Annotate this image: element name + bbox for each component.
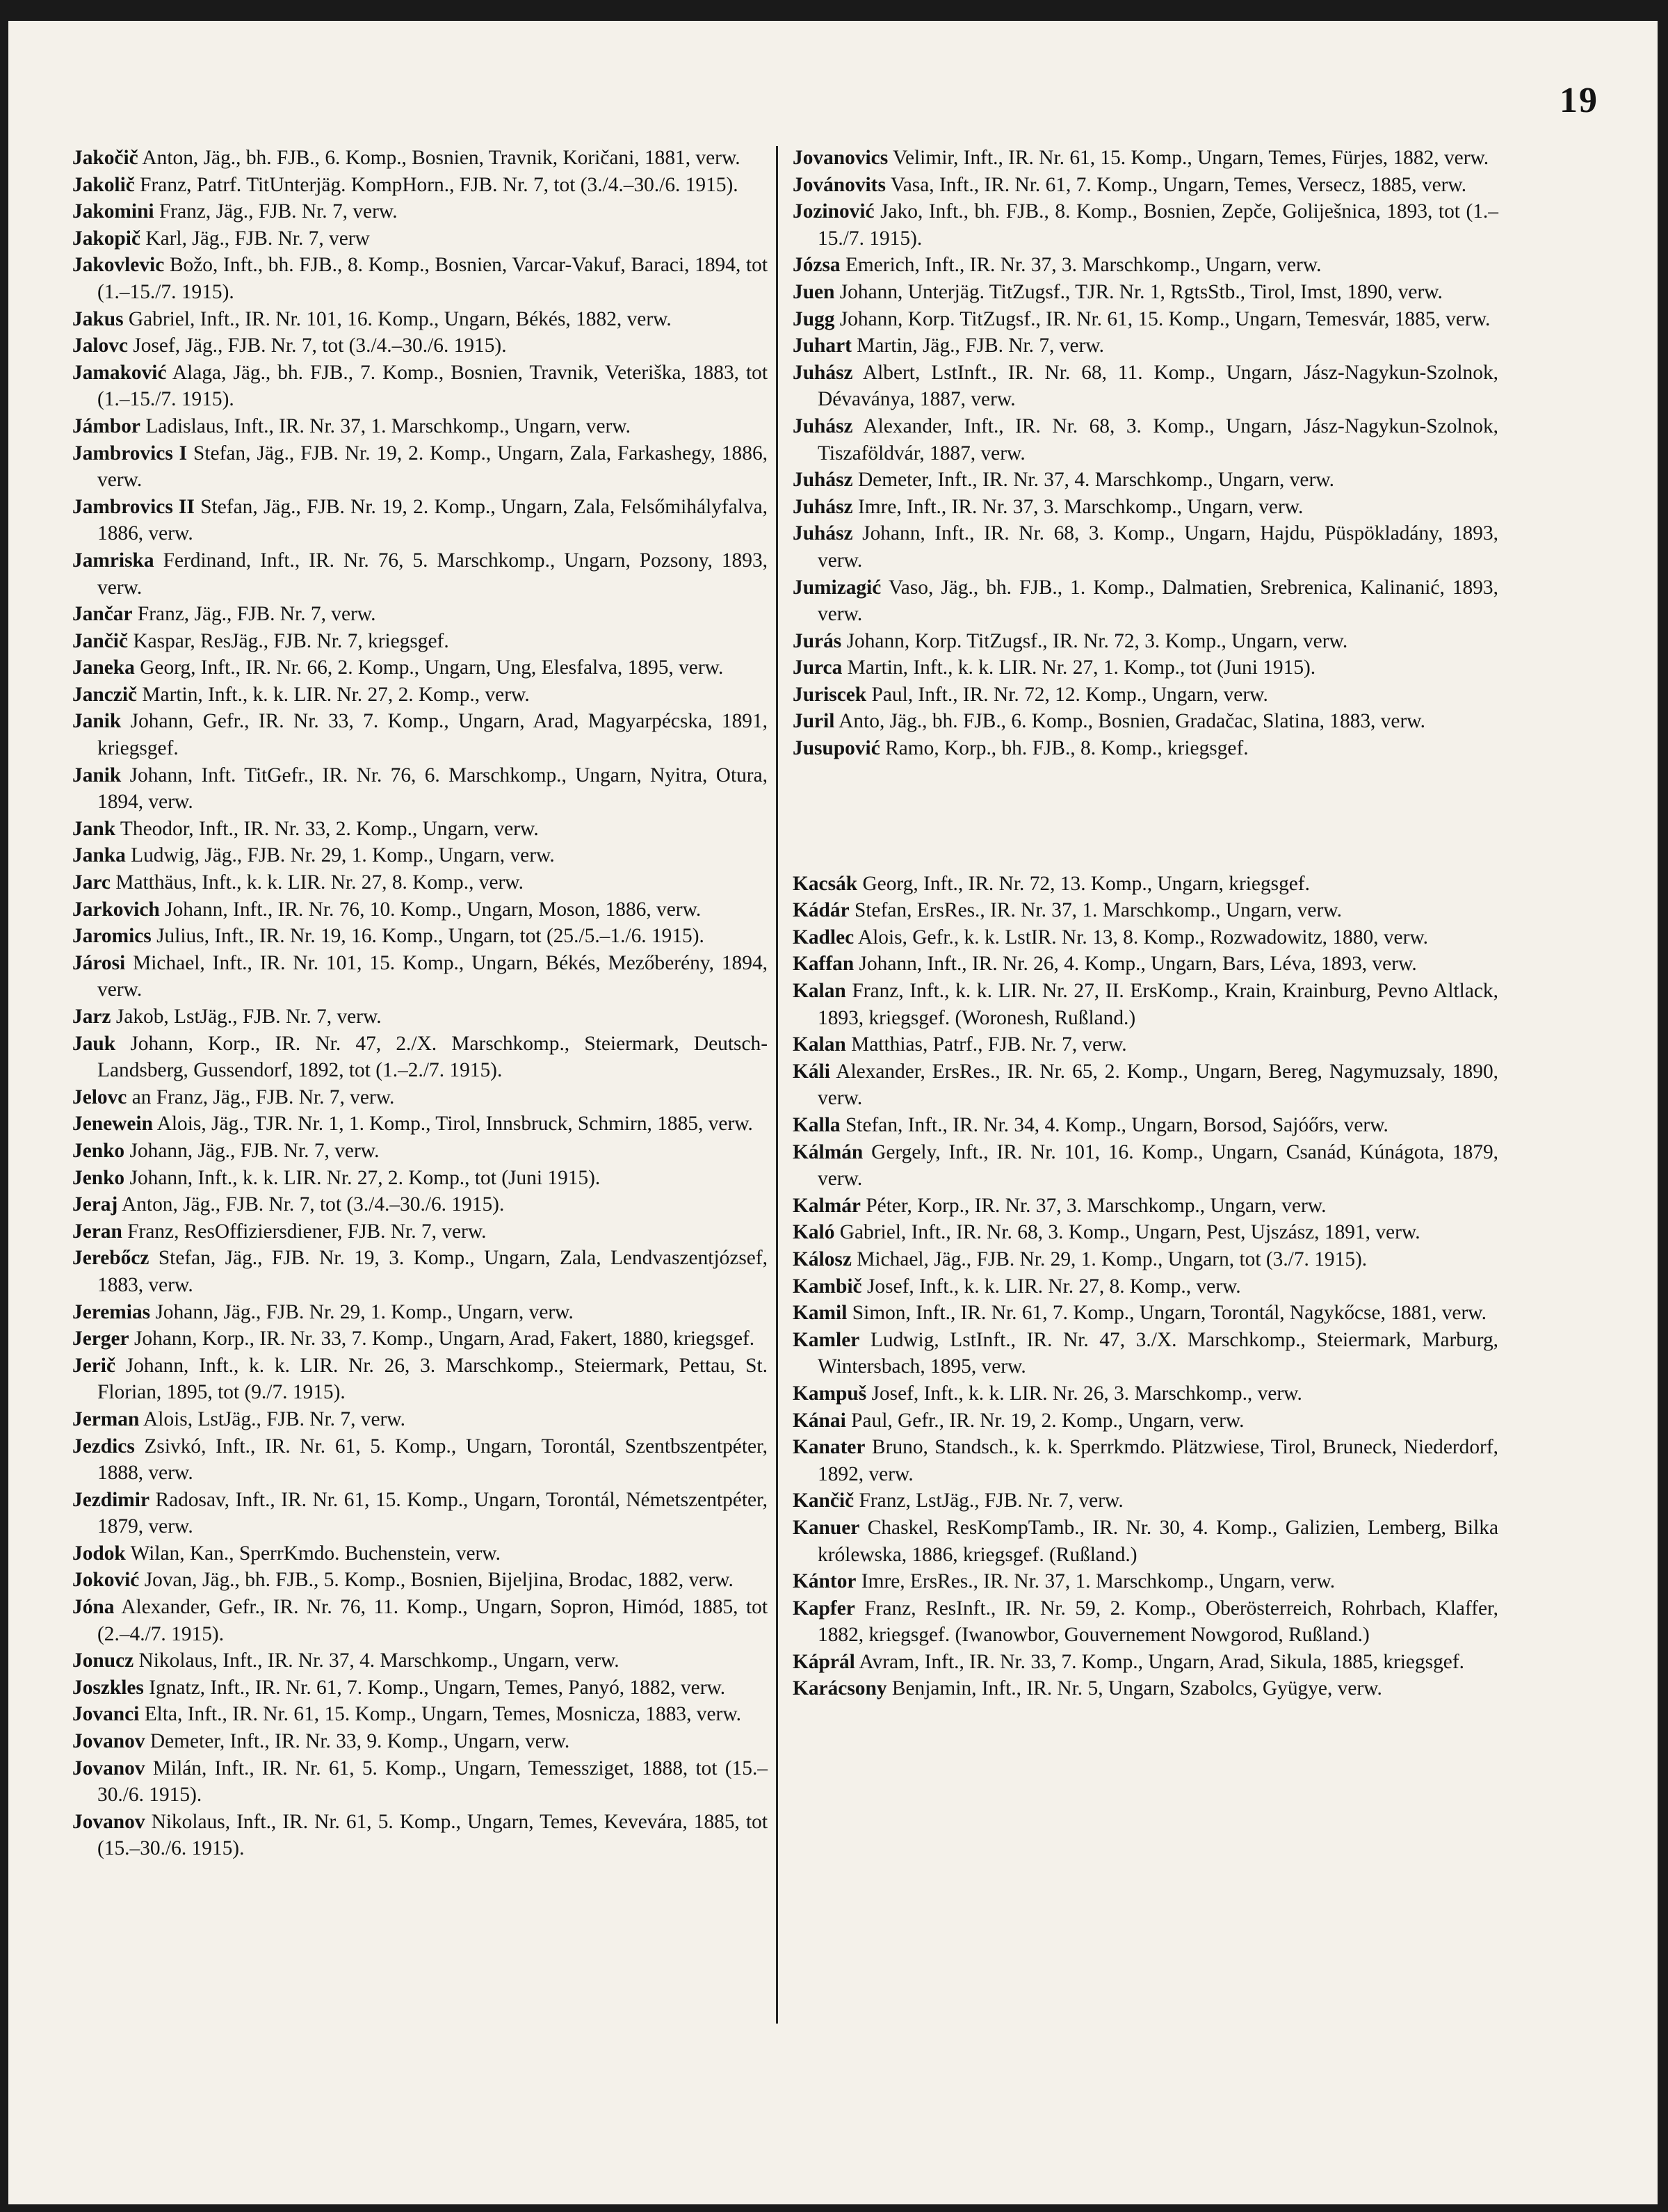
entry-surname: Kaló	[793, 1221, 835, 1244]
entry-details: Albert, LstInft., IR. Nr. 68, 11. Komp., Ungarn, Jász-Nagykun-Szolnok, Dévaványa, 1887, verw.	[818, 361, 1498, 411]
entry-details: Alois, LstJäg., FJB. Nr. 7, verw.	[143, 1407, 405, 1430]
register-entry	[793, 1407, 1498, 1435]
register-entry	[793, 681, 1498, 709]
entry-surname: Jozinović	[793, 200, 875, 223]
register-entry	[793, 332, 1498, 360]
register-entry	[72, 1031, 768, 1084]
entry-details: Alexander, Gefr., IR. Nr. 76, 11. Komp., Ungarn, Sopron, Himód, 1885, tot (2.–4./7. 1915).	[97, 1596, 768, 1645]
entry-details: Johann, Korp. TitZugsf., IR. Nr. 72, 3. Komp., Ungarn, verw.	[846, 629, 1348, 652]
entry-surname: Juhart	[793, 334, 852, 357]
entry-surname: Kántor	[793, 1570, 857, 1593]
entry-surname: Jerger	[72, 1327, 129, 1350]
entry-surname: Juhász	[793, 522, 853, 545]
register-entry	[72, 1191, 768, 1218]
entry-surname: Jurás	[793, 629, 842, 652]
entry-surname: Juen	[793, 280, 835, 303]
register-entry	[72, 1594, 768, 1647]
register-entry	[72, 225, 768, 252]
entry-surname: Kambič	[793, 1275, 862, 1298]
register-entry	[72, 494, 768, 547]
entry-surname: Jalovc	[72, 334, 128, 357]
entry-details: Matthias, Patrf., FJB. Nr. 7, verw.	[851, 1033, 1127, 1056]
entry-surname: Jeraj	[72, 1193, 118, 1216]
entry-details: Zsivkó, Inft., IR. Nr. 61, 5. Komp., Ungarn, Torontál, Szentbszentpéter, 1888, verw.	[97, 1435, 768, 1485]
entry-details: Milán, Inft., IR. Nr. 61, 5. Komp., Ungarn, Temessziget, 1888, tot (15.–30./6. 1915).	[97, 1757, 768, 1807]
register-entry	[793, 172, 1498, 199]
register-entry	[793, 1112, 1498, 1139]
register-entry	[72, 654, 768, 681]
entry-surname: Jezdimir	[72, 1488, 149, 1511]
register-entry	[793, 1675, 1498, 1702]
register-entry	[72, 896, 768, 923]
register-entry	[72, 1755, 768, 1809]
entry-surname: Jarkovich	[72, 898, 160, 921]
entry-details: Johann, Jäg., FJB. Nr. 29, 1. Komp., Ungarn, verw.	[155, 1300, 574, 1323]
entry-details: Nikolaus, Inft., IR. Nr. 61, 5. Komp., Ungarn, Temes, Kevevára, 1885, tot (15.–30./6. 1915).	[97, 1810, 768, 1860]
entry-surname: Jenko	[72, 1139, 125, 1162]
entry-surname: Jezdics	[72, 1435, 135, 1458]
entry-surname: Kadlec	[793, 926, 855, 948]
entry-details: Johann, Inft., IR. Nr. 76, 10. Komp., Ungarn, Moson, 1886, verw.	[165, 898, 702, 921]
register-entry	[72, 1674, 768, 1702]
register-entry	[72, 1353, 768, 1406]
entry-details: Vaso, Jäg., bh. FJB., 1. Komp., Dalmatien, Srebrenica, Kalinanić, 1893, verw.	[818, 576, 1498, 626]
entry-details: Martin, Inft., k. k. LIR. Nr. 27, 1. Komp., tot (Juni 1915).	[847, 656, 1316, 679]
entry-surname: Kalan	[793, 1033, 846, 1056]
entry-surname: Kalan	[793, 980, 846, 1003]
entry-details: Anton, Jäg., bh. FJB., 6. Komp., Bosnien, Travnik, Koričani, 1881, verw.	[142, 147, 740, 169]
entry-details: Michael, Jäg., FJB. Nr. 29, 1. Komp., Ungarn, tot (3./7. 1915).	[857, 1248, 1368, 1270]
entry-details: Ignatz, Inft., IR. Nr. 61, 7. Komp., Ungarn, Temes, Panyó, 1882, verw.	[149, 1676, 726, 1699]
register-entry	[72, 869, 768, 896]
entry-surname: Jeran	[72, 1220, 122, 1243]
register-entry	[72, 923, 768, 950]
register-entry	[72, 1165, 768, 1192]
register-entry	[72, 1406, 768, 1433]
register-entry	[793, 1568, 1498, 1595]
entry-details: Matthäus, Inft., k. k. LIR. Nr. 27, 8. Komp., verw.	[115, 871, 524, 894]
entry-surname: Kálmán	[793, 1140, 864, 1163]
entry-surname: Jelovc	[72, 1085, 127, 1108]
entry-details: Josef, Inft., k. k. LIR. Nr. 27, 8. Komp., verw.	[866, 1275, 1241, 1298]
entry-details: Josef, Jäg., FJB. Nr. 7, tot (3./4.–30./6. 1915).	[133, 334, 507, 357]
entry-surname: Józsa	[793, 254, 841, 277]
entry-surname: Karácsony	[793, 1677, 887, 1700]
entry-details: Stefan, Jäg., FJB. Nr. 19, 2. Komp., Ungarn, Zala, Farkashegy, 1886, verw.	[97, 442, 768, 492]
entry-details: Jovan, Jäg., bh. FJB., 5. Komp., Bosnien, Bijeljina, Brodac, 1882, verw.	[144, 1569, 734, 1592]
register-entry	[793, 1434, 1498, 1487]
entry-details: Franz, Patrf. TitUnterjäg. KompHorn., FJB. Nr. 7, tot (3./4.–30./6. 1915).	[140, 173, 738, 196]
entry-details: Božo, Inft., bh. FJB., 8. Komp., Bosnien, Varcar-Vakuf, Baraci, 1894, tot (1.–15./7. 1915).	[97, 254, 768, 303]
entry-details: Ramo, Korp., bh. FJB., 8. Komp., kriegsgef.	[885, 737, 1249, 760]
entry-surname: Jerebőcz	[72, 1247, 149, 1270]
register-entry	[793, 1649, 1498, 1676]
entry-surname: Jauk	[72, 1032, 116, 1055]
entry-details: Imre, Inft., IR. Nr. 37, 3. Marschkomp., Ungarn, verw.	[857, 495, 1304, 518]
entry-details: Franz, ResOffiziersdiener, FJB. Nr. 7, verw.	[127, 1220, 487, 1243]
register-entry	[793, 1380, 1498, 1407]
entry-surname: Jovanov	[72, 1810, 145, 1833]
entry-surname: Kaffan	[793, 953, 855, 976]
register-entry	[793, 978, 1498, 1031]
register-entry	[793, 279, 1498, 306]
entry-surname: Juriscek	[793, 683, 867, 706]
entry-details: Emerich, Inft., IR. Nr. 37, 3. Marschkomp., Ungarn, verw.	[845, 254, 1322, 277]
entry-details: Velimir, Inft., IR. Nr. 61, 15. Komp., Ungarn, Temes, Fürjes, 1882, verw.	[893, 147, 1489, 169]
entry-surname: Jonucz	[72, 1649, 134, 1672]
entry-surname: Jančič	[72, 629, 128, 652]
register-entry	[793, 1031, 1498, 1058]
register-entry	[793, 654, 1498, 681]
entry-surname: Jerič	[72, 1354, 115, 1377]
entry-details: Johann, Unterjäg. TitZugsf., TJR. Nr. 1, RgtsStb., Tirol, Imst, 1890, verw.	[839, 280, 1443, 303]
entry-details: Franz, LstJäg., FJB. Nr. 7, verw.	[859, 1490, 1124, 1512]
entry-surname: Kamil	[793, 1302, 848, 1325]
register-entry	[793, 413, 1498, 467]
register-entry	[793, 735, 1498, 762]
document-page	[8, 21, 1658, 2204]
entry-surname: Káli	[793, 1060, 830, 1083]
entry-surname: Kádár	[793, 899, 850, 922]
register-entry	[72, 1138, 768, 1165]
register-entry	[793, 1193, 1498, 1220]
entry-details: Johann, Jäg., FJB. Nr. 7, verw.	[129, 1139, 380, 1162]
entry-details: Georg, Inft., IR. Nr. 66, 2. Komp., Ungarn, Ung, Elesfalva, 1895, verw.	[140, 656, 724, 679]
entry-details: Vasa, Inft., IR. Nr. 61, 7. Komp., Ungarn, Temes, Versecz, 1885, verw.	[890, 173, 1467, 196]
register-entry	[72, 440, 768, 494]
section-gap	[793, 762, 1498, 871]
entry-details: Demeter, Inft., IR. Nr. 37, 4. Marschkomp., Ungarn, verw.	[857, 469, 1334, 492]
register-entry	[793, 145, 1498, 172]
right-column	[793, 145, 1498, 1702]
register-entry	[793, 951, 1498, 978]
entry-surname: Jovanovics	[793, 147, 889, 169]
page-number: 19	[1560, 81, 1598, 120]
entry-surname: Jančar	[72, 603, 133, 626]
entry-surname: Jamriska	[72, 549, 154, 572]
register-entry	[793, 1246, 1498, 1273]
register-entry	[72, 1325, 768, 1353]
register-entry	[793, 1219, 1498, 1246]
register-entry	[72, 1245, 768, 1298]
entry-surname: Jakočič	[72, 147, 138, 169]
entry-details: Jakob, LstJäg., FJB. Nr. 7, verw.	[115, 1006, 382, 1028]
register-entry	[793, 198, 1498, 252]
entry-surname: Jeremias	[72, 1300, 151, 1323]
register-entry	[793, 628, 1498, 655]
entry-surname: Jovanov	[72, 1757, 145, 1779]
register-entry	[793, 574, 1498, 628]
entry-details: Michael, Inft., IR. Nr. 101, 15. Komp., Ungarn, Békés, Mezőberény, 1894, verw.	[97, 951, 768, 1001]
entry-surname: Jovanov	[72, 1730, 145, 1753]
entry-surname: Janik	[72, 764, 122, 786]
entry-surname: Jovánovits	[793, 173, 886, 196]
register-entry	[793, 1058, 1498, 1112]
register-entry	[72, 1701, 768, 1728]
register-entry	[72, 681, 768, 709]
entry-surname: Kánai	[793, 1409, 846, 1432]
entry-surname: Jakovlevic	[72, 254, 165, 277]
entry-details: Avram, Inft., IR. Nr. 33, 7. Komp., Ungarn, Arad, Sikula, 1885, kriegsgef.	[859, 1650, 1464, 1673]
entry-surname: Juhász	[793, 414, 853, 437]
entry-details: Gergely, Inft., IR. Nr. 101, 16. Komp., Ungarn, Csanád, Kúnágota, 1879, verw.	[818, 1140, 1499, 1190]
entry-details: Gabriel, Inft., IR. Nr. 101, 16. Komp., Ungarn, Békés, 1882, verw.	[128, 307, 672, 330]
entry-surname: Jusupović	[793, 737, 880, 760]
register-entry	[72, 1433, 768, 1487]
entry-details: Franz, Inft., k. k. LIR. Nr. 27, II. ErsKomp., Krain, Krainburg, Pevno Altlack, 1893, kriegsgef. (Woronesh, Rußland.)	[818, 980, 1498, 1029]
register-entry	[72, 1299, 768, 1326]
register-entry	[72, 145, 768, 172]
entry-details: Anto, Jäg., bh. FJB., 6. Komp., Bosnien, Gradačac, Slatina, 1883, verw.	[839, 710, 1425, 733]
register-entry	[793, 924, 1498, 951]
entry-details: Franz, Jäg., FJB. Nr. 7, verw.	[159, 200, 398, 223]
register-entry	[72, 306, 768, 333]
entry-details: Julius, Inft., IR. Nr. 19, 16. Komp., Ungarn, tot (25./5.–1./6. 1915).	[156, 925, 704, 948]
register-entry	[72, 762, 768, 816]
entry-details: Alexander, ErsRes., IR. Nr. 65, 2. Komp., Ungarn, Bereg, Nagymuzsaly, 1890, verw.	[818, 1060, 1498, 1110]
entry-details: Demeter, Inft., IR. Nr. 33, 9. Komp., Ungarn, verw.	[149, 1730, 570, 1753]
register-entry	[72, 1487, 768, 1540]
entry-details: Johann, Korp., IR. Nr. 47, 2./X. Marschkomp., Steiermark, Deutsch-Landsberg, Gussendorf, 1892, tot (1.–2./7. 1915).	[97, 1032, 768, 1082]
register-entry	[72, 1728, 768, 1755]
entry-surname: Janczič	[72, 683, 138, 706]
register-entry	[793, 467, 1498, 494]
register-entry	[72, 1003, 768, 1031]
register-entry	[72, 547, 768, 601]
entry-surname: Jambrovics I	[72, 442, 188, 465]
entry-surname: Jámbor	[72, 414, 140, 437]
entry-surname: Kalla	[793, 1114, 841, 1136]
entry-details: Nikolaus, Inft., IR. Nr. 37, 4. Marschkomp., Ungarn, verw.	[138, 1649, 620, 1672]
entry-details: Martin, Jäg., FJB. Nr. 7, verw.	[857, 334, 1104, 357]
entry-surname: Janka	[72, 844, 126, 867]
entry-surname: Jodok	[72, 1542, 126, 1565]
entry-details: Jako, Inft., bh. FJB., 8. Komp., Bosnien, Zepče, Goliješnica, 1893, tot (1.–15./7. 1915).	[818, 200, 1498, 250]
register-entry	[72, 950, 768, 1003]
entry-details: Anton, Jäg., FJB. Nr. 7, tot (3./4.–30./6. 1915).	[122, 1193, 505, 1216]
register-entry	[72, 1540, 768, 1567]
entry-surname: Jóna	[72, 1596, 115, 1619]
entry-surname: Káprál	[793, 1650, 855, 1673]
right-column-k-section	[793, 871, 1498, 1702]
entry-details: Péter, Korp., IR. Nr. 37, 3. Marschkomp., Ungarn, verw.	[866, 1194, 1327, 1217]
entry-surname: Jakopič	[72, 227, 140, 250]
right-column-j-section	[793, 145, 1498, 762]
entry-details: Alexander, Inft., IR. Nr. 68, 3. Komp., Ungarn, Jász-Nagykun-Szolnok, Tiszaföldvár, 1887, verw.	[818, 414, 1498, 465]
left-column	[72, 145, 768, 1862]
register-entry	[72, 1218, 768, 1245]
register-entry	[793, 1139, 1498, 1193]
register-entry	[72, 816, 768, 843]
register-entry	[793, 306, 1498, 333]
register-entry	[72, 601, 768, 628]
entry-details: Johann, Gefr., IR. Nr. 33, 7. Komp., Ungarn, Arad, Magyarpécska, 1891, kriegsgef.	[97, 710, 768, 760]
entry-details: Ludwig, Jäg., FJB. Nr. 29, 1. Komp., Ungarn, verw.	[131, 844, 555, 867]
register-entry	[793, 871, 1498, 898]
entry-details: Alois, Jäg., TJR. Nr. 1, 1. Komp., Tirol, Innsbruck, Schmirn, 1885, verw.	[156, 1113, 753, 1136]
entry-details: Ferdinand, Inft., IR. Nr. 76, 5. Marschkomp., Ungarn, Pozsony, 1893, verw.	[97, 549, 768, 599]
entry-surname: Jarc	[72, 871, 111, 894]
register-entry	[72, 1084, 768, 1111]
entry-details: Ladislaus, Inft., IR. Nr. 37, 1. Marschkomp., Ungarn, verw.	[145, 414, 631, 437]
entry-details: Johann, Inft., IR. Nr. 68, 3. Komp., Ungarn, Hajdu, Püspökladány, 1893, verw.	[818, 522, 1498, 572]
entry-details: Alaga, Jäg., bh. FJB., 7. Komp., Bosnien, Travnik, Veteriška, 1883, tot (1.–15./7. 1915).	[97, 361, 768, 411]
entry-details: Theodor, Inft., IR. Nr. 33, 2. Komp., Ungarn, verw.	[120, 817, 539, 840]
entry-surname: Juhász	[793, 469, 853, 492]
register-entry	[72, 708, 768, 761]
register-entry	[793, 897, 1498, 924]
entry-surname: Kamler	[793, 1328, 860, 1351]
entry-details: Georg, Inft., IR. Nr. 72, 13. Komp., Ungarn, kriegsgef.	[862, 872, 1310, 895]
entry-details: Radosav, Inft., IR. Nr. 61, 15. Komp., Ungarn, Torontál, Németszentpéter, 1879, verw.	[97, 1488, 768, 1538]
entry-details: Franz, Jäg., FJB. Nr. 7, verw.	[137, 603, 376, 626]
register-entry	[72, 842, 768, 869]
entry-surname: Jurca	[793, 656, 843, 679]
entry-details: Simon, Inft., IR. Nr. 61, 7. Komp., Ungarn, Torontál, Nagykőcse, 1881, verw.	[852, 1302, 1487, 1325]
entry-details: Johann, Korp. TitZugsf., IR. Nr. 61, 15. Komp., Ungarn, Temesvár, 1885, verw.	[839, 307, 1491, 330]
entry-surname: Juril	[793, 710, 835, 733]
entry-details: Paul, Inft., IR. Nr. 72, 12. Komp., Ungarn, verw.	[871, 683, 1268, 706]
entry-details: Josef, Inft., k. k. LIR. Nr. 26, 3. Marschkomp., verw.	[871, 1382, 1302, 1405]
entry-details: Martin, Inft., k. k. LIR. Nr. 27, 2. Komp., verw.	[142, 683, 530, 706]
entry-surname: Juhász	[793, 495, 853, 518]
entry-details: Johann, Inft., IR. Nr. 26, 4. Komp., Ungarn, Bars, Léva, 1893, verw.	[859, 953, 1417, 976]
entry-surname: Jenko	[72, 1166, 125, 1189]
entry-details: Franz, ResInft., IR. Nr. 59, 2. Komp., Oberösterreich, Rohrbach, Klaffer, 1882, kriegsgef. (Iwanowbor, Gouvernement Nowgorod, Rußland.)	[818, 1597, 1498, 1647]
entry-details: Wilan, Kan., SperrKmdo. Buchenstein, verw.	[130, 1542, 501, 1565]
register-entry	[72, 1111, 768, 1138]
entry-details: Johann, Inft., k. k. LIR. Nr. 26, 3. Marschkomp., Steiermark, Pettau, St. Florian, 1895, tot (9./7. 1915).	[97, 1354, 768, 1404]
entry-surname: Kálosz	[793, 1248, 852, 1270]
entry-surname: Janeka	[72, 656, 135, 679]
register-entry	[72, 172, 768, 199]
register-entry	[72, 1647, 768, 1674]
register-entry	[793, 1273, 1498, 1300]
entry-surname: Kacsák	[793, 872, 858, 895]
entry-details: Paul, Gefr., IR. Nr. 19, 2. Komp., Ungarn, verw.	[851, 1409, 1245, 1432]
entry-surname: Jerman	[72, 1407, 140, 1430]
register-entry	[793, 252, 1498, 279]
register-entry	[793, 1300, 1498, 1327]
entry-surname: Jambrovics II	[72, 495, 195, 518]
entry-surname: Kanuer	[793, 1516, 860, 1539]
entry-surname: Jakomini	[72, 200, 154, 223]
entry-surname: Jovanci	[72, 1703, 140, 1726]
register-entry	[793, 1515, 1498, 1568]
entry-surname: Kalmár	[793, 1194, 861, 1217]
register-entry	[72, 252, 768, 305]
register-entry	[793, 1487, 1498, 1515]
entry-details: Johann, Inft. TitGefr., IR. Nr. 76, 6. Marschkomp., Ungarn, Nyitra, Otura, 1894, verw.	[97, 764, 768, 814]
entry-details: Stefan, Jäg., FJB. Nr. 19, 2. Komp., Ungarn, Zala, Felsőmihályfalva, 1886, verw.	[97, 495, 768, 545]
entry-surname: Jarz	[72, 1006, 111, 1028]
register-entry	[72, 332, 768, 360]
register-entry	[793, 1327, 1498, 1380]
entry-details: Stefan, Jäg., FJB. Nr. 19, 3. Komp., Ungarn, Zala, Lendvaszentjózsef, 1883, verw.	[97, 1247, 768, 1296]
entry-details: Johann, Korp., IR. Nr. 33, 7. Komp., Ungarn, Arad, Fakert, 1880, kriegsgef.	[133, 1327, 755, 1350]
entry-details: Johann, Inft., k. k. LIR. Nr. 27, 2. Komp., tot (Juni 1915).	[129, 1166, 601, 1189]
entry-details: an Franz, Jäg., FJB. Nr. 7, verw.	[131, 1085, 395, 1108]
column-divider	[776, 146, 778, 2024]
register-entry	[793, 520, 1498, 574]
entry-surname: Kančič	[793, 1490, 855, 1512]
entry-details: Imre, ErsRes., IR. Nr. 37, 1. Marschkomp., Ungarn, verw.	[861, 1570, 1336, 1593]
entry-details: Gabriel, Inft., IR. Nr. 68, 3. Komp., Ungarn, Pest, Ujszász, 1891, verw.	[839, 1221, 1420, 1244]
register-entry	[793, 708, 1498, 735]
entry-surname: Jamaković	[72, 361, 167, 384]
register-entry	[793, 494, 1498, 521]
entry-details: Alois, Gefr., k. k. LstIR. Nr. 13, 8. Komp., Rozwadowitz, 1880, verw.	[857, 926, 1429, 948]
entry-details: Elta, Inft., IR. Nr. 61, 15. Komp., Ungarn, Temes, Mosnicza, 1883, verw.	[144, 1703, 741, 1726]
entry-details: Stefan, ErsRes., IR. Nr. 37, 1. Marschkomp., Ungarn, verw.	[855, 899, 1342, 922]
entry-surname: Juhász	[793, 361, 853, 384]
entry-surname: Joković	[72, 1569, 140, 1592]
register-entry	[793, 1595, 1498, 1649]
entry-surname: Jenewein	[72, 1113, 153, 1136]
entry-details: Ludwig, LstInft., IR. Nr. 47, 3./X. Marschkomp., Steiermark, Marburg, Wintersbach, 1895, verw.	[818, 1328, 1498, 1378]
entry-surname: Jakus	[72, 307, 124, 330]
entry-details: Bruno, Standsch., k. k. Sperrkmdo. Plätzwiese, Tirol, Bruneck, Niederdorf, 1892, verw.	[818, 1436, 1498, 1485]
entry-details: Kaspar, ResJäg., FJB. Nr. 7, kriegsgef.	[133, 629, 449, 652]
entry-surname: Jakolič	[72, 173, 135, 196]
entry-surname: Jank	[72, 817, 116, 840]
entry-details: Karl, Jäg., FJB. Nr. 7, verw	[145, 227, 370, 250]
entry-surname: Kapfer	[793, 1597, 855, 1620]
entry-surname: Janik	[72, 710, 122, 733]
register-entry	[72, 360, 768, 413]
entry-surname: Jugg	[793, 307, 835, 330]
register-entry	[72, 198, 768, 225]
register-entry	[72, 413, 768, 440]
entry-surname: Kampuš	[793, 1382, 867, 1405]
register-entry	[72, 628, 768, 655]
entry-surname: Kanater	[793, 1436, 866, 1459]
entry-details: Stefan, Inft., IR. Nr. 34, 4. Komp., Ungarn, Borsod, Sajóőrs, verw.	[845, 1114, 1388, 1136]
entry-surname: Jaromics	[72, 925, 152, 948]
register-entry	[793, 360, 1498, 413]
entry-details: Benjamin, Inft., IR. Nr. 5, Ungarn, Szabolcs, Gyügye, verw.	[891, 1677, 1382, 1700]
entry-details: Chaskel, ResKompTamb., IR. Nr. 30, 4. Komp., Galizien, Lemberg, Bilka królewska, 1886, kriegsgef. (Rußland.)	[818, 1516, 1498, 1566]
entry-surname: Joszkles	[72, 1676, 144, 1699]
register-entry	[72, 1809, 768, 1862]
register-entry	[72, 1567, 768, 1594]
entry-surname: Járosi	[72, 951, 126, 974]
entry-surname: Jumizagić	[793, 576, 882, 599]
